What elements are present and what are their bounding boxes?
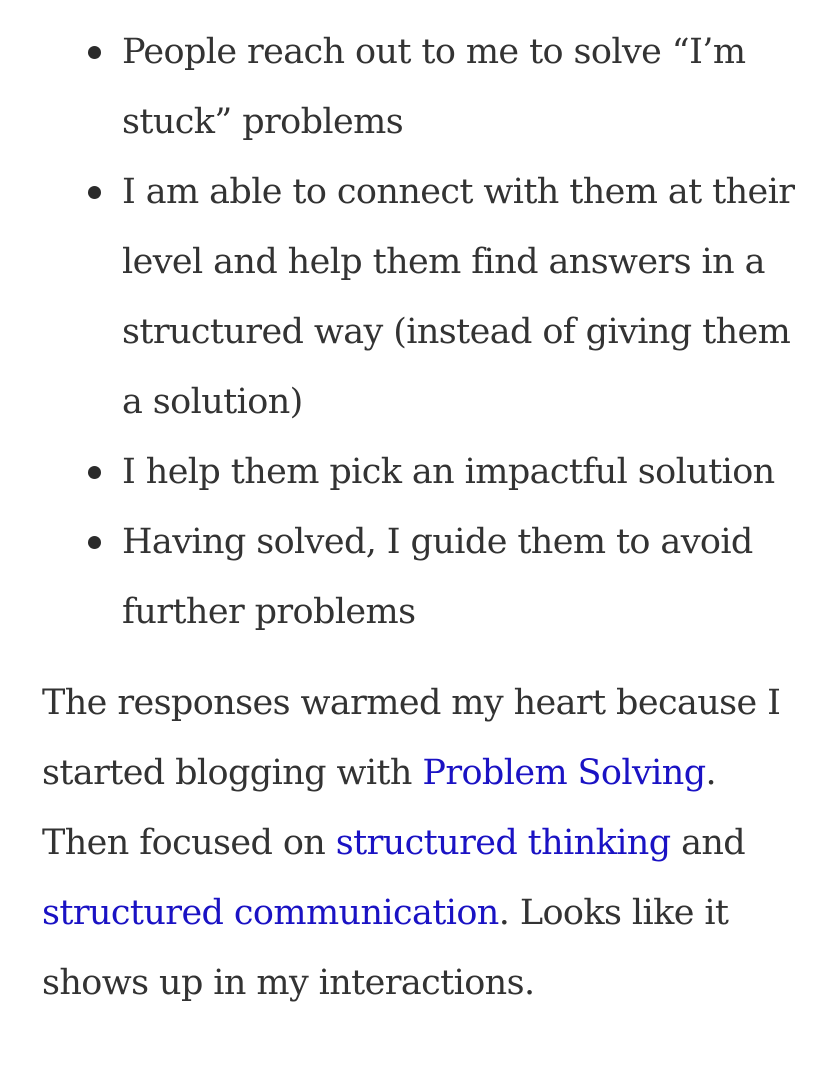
bullet-list	[42, 17, 802, 647]
paragraph-text: . Looks like it shows up in my interactions.	[42, 893, 729, 1003]
paragraph-text: The responses warmed my heart because I started blogging with	[42, 683, 781, 793]
list-item	[122, 437, 802, 507]
list-item-text: I help them pick an impactful solution	[122, 452, 775, 492]
list-item	[122, 17, 802, 157]
bullet-icon	[88, 466, 101, 479]
closing-paragraph	[42, 668, 802, 1018]
structured-communication-link[interactable]: structured communication	[42, 893, 499, 933]
list-item	[122, 157, 802, 437]
structured-thinking-link[interactable]: structured thinking	[335, 823, 671, 863]
list-item-text: I am able to connect with them at their level and help them find answers in a structured way (instead of giving them a solution)	[122, 172, 795, 422]
bullet-icon	[88, 536, 101, 549]
list-item-text: Having solved, I guide them to avoid further problems	[122, 522, 753, 632]
article-body	[42, 17, 802, 1018]
list-item	[122, 507, 802, 647]
bullet-icon	[88, 186, 101, 199]
bullet-icon	[88, 46, 101, 59]
list-item-text: People reach out to me to solve “I’m stuck” problems	[122, 32, 746, 142]
paragraph-text: and	[670, 823, 746, 863]
problem-solving-link[interactable]: Problem Solving	[422, 753, 706, 793]
paragraph-text: . Then focused on	[42, 753, 717, 863]
